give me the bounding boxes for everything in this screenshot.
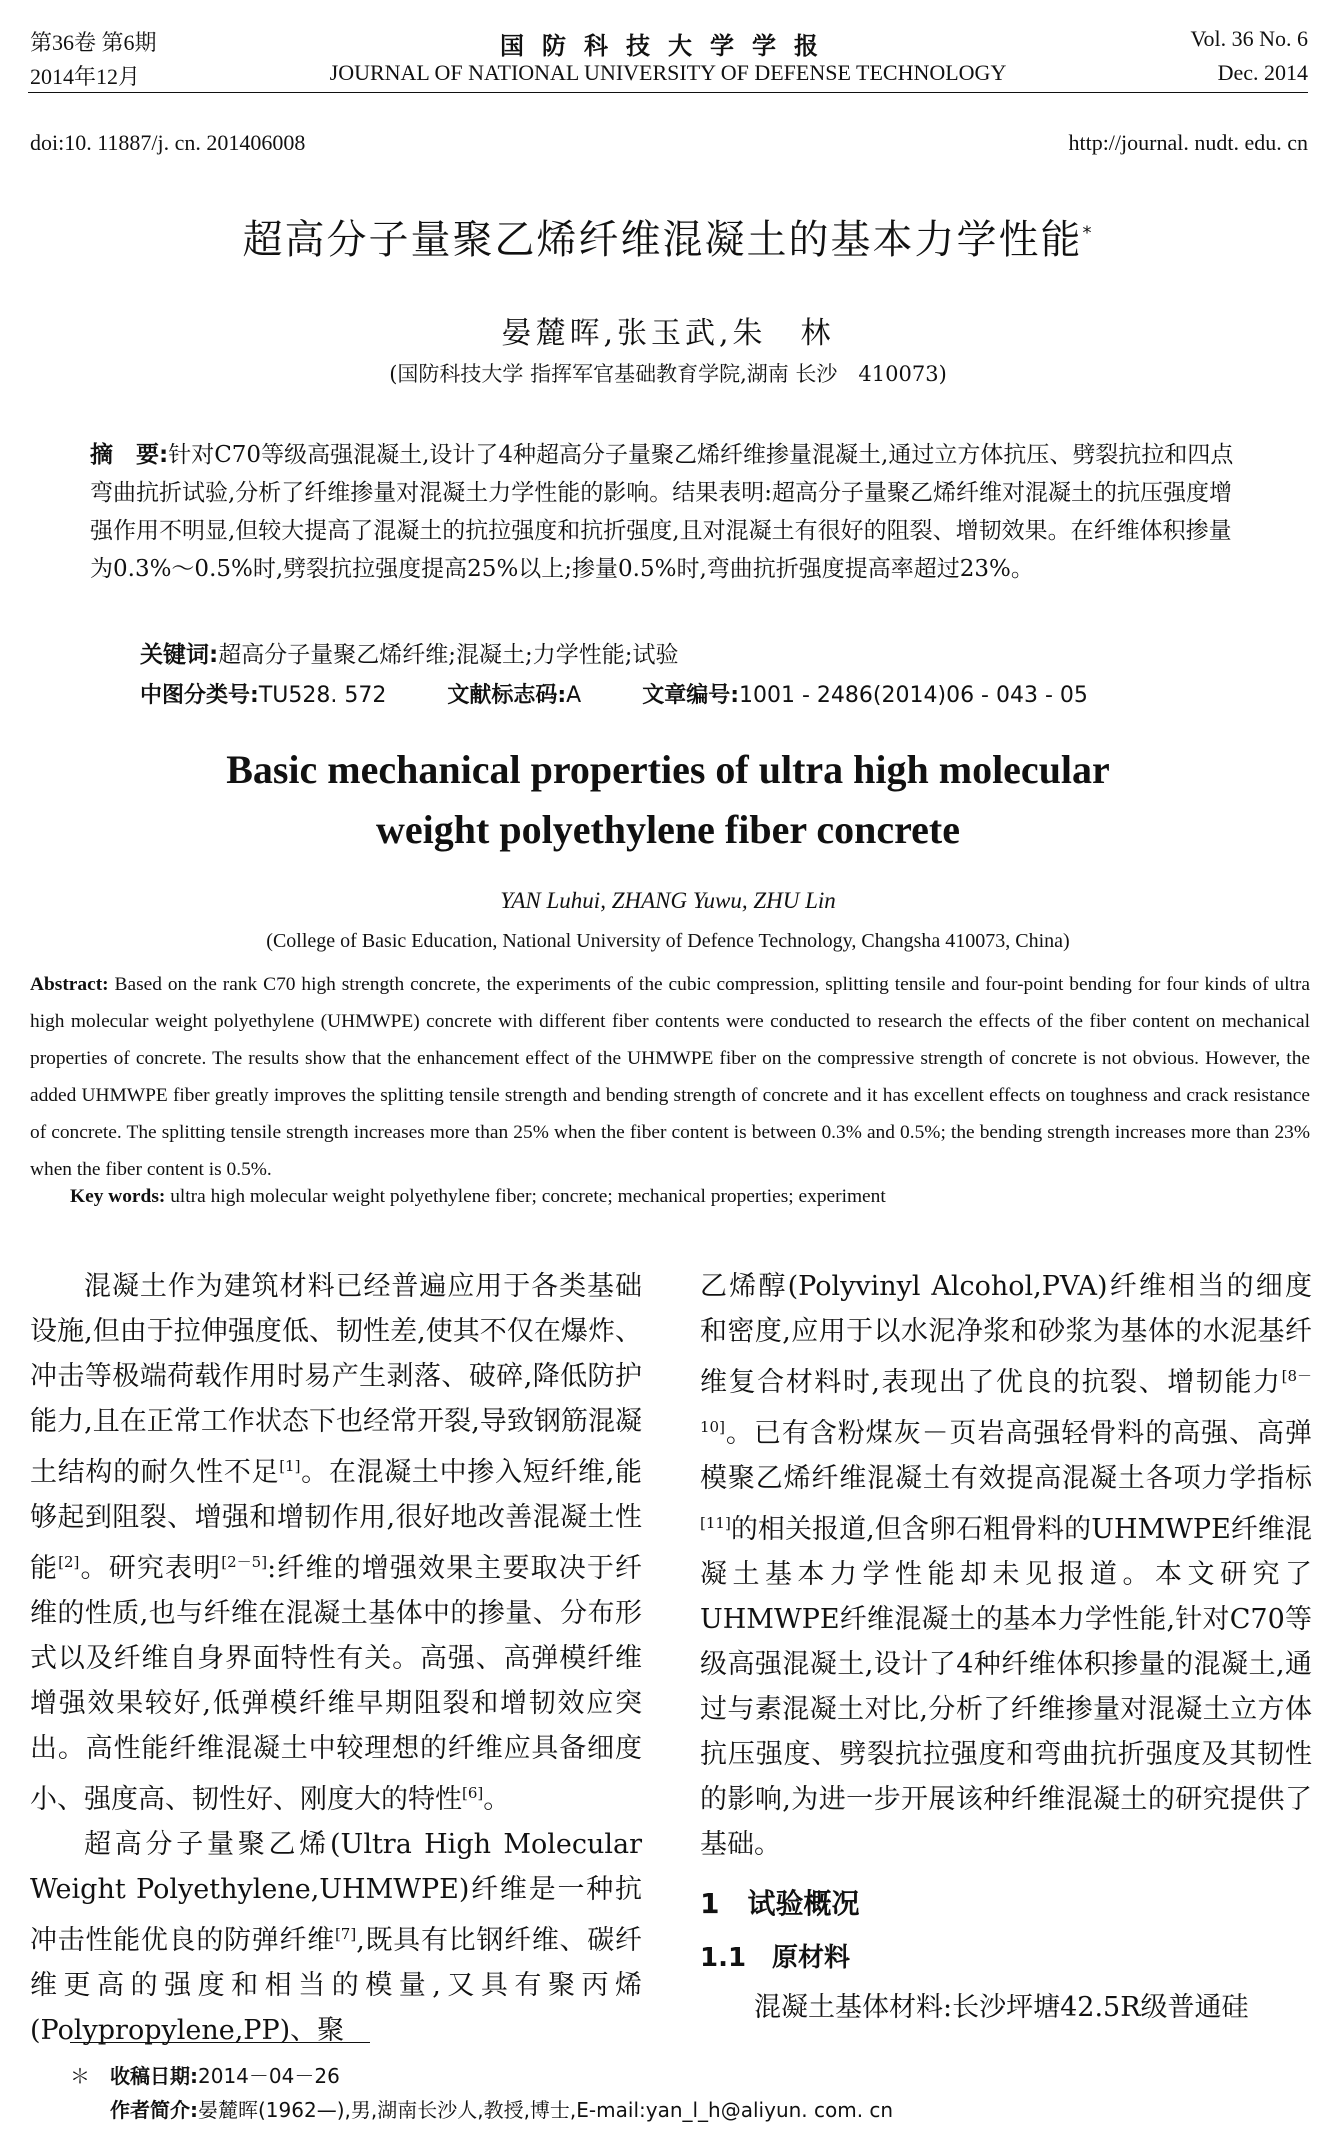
date-en: Dec. 2014	[1217, 60, 1308, 85]
article-no-label: 文章编号:	[642, 683, 740, 708]
journal-name-en: JOURNAL OF NATIONAL UNIVERSITY OF DEFENSE TECHNOLOGY	[329, 60, 1007, 85]
header-rule	[28, 92, 1308, 93]
section-heading: 1 试验概况	[700, 1887, 860, 1920]
body-paragraph: 混凝土基体材料:长沙坪塘42.5R级普通硅	[754, 1992, 1249, 2023]
title-en-line1: Basic mechanical properties of ultra high molecular	[226, 747, 1110, 792]
keywords-en-text: ultra high molecular weight polyethylene fiber; concrete; mechanical properties; experiment	[170, 1186, 886, 1207]
citation-ref[interactable]: [11]	[700, 1514, 731, 1532]
citation-ref[interactable]: [7]	[334, 1925, 357, 1943]
abstract-en	[30, 966, 1310, 1188]
affiliation-cn: (国防科技大学 指挥军官基础教育学院,湖南 长沙 410073)	[389, 362, 947, 386]
text-run: 的相关报道,但含卵石粗骨料的UHMWPE纤维混凝土基本力学性能却未见报道。本文研究了UHMWPE纤维混凝土的基本力学性能,针对C70等级高强混凝土,设计了4种纤维体积掺量的混凝土,通过与素混凝土对比,分析了纤维掺量对混凝土立方体抗压强度、劈裂抗拉强度和弯曲抗折强度及其韧性的影响,为进一步开展该种纤维混凝土的研究提供了基础。	[700, 1514, 1312, 1860]
doi[interactable]: doi:10. 11887/j. cn. 201406008	[30, 130, 306, 155]
title-en	[0, 740, 1336, 860]
doc-code-value: A	[566, 683, 582, 708]
body-right-column	[700, 1264, 1312, 2030]
footnote-received	[70, 2060, 340, 2089]
body-paragraph	[30, 1264, 642, 1822]
article-no-value: 1001 - 2486(2014)06 - 043 - 05	[739, 683, 1088, 708]
footnote-rule	[70, 2042, 370, 2043]
keywords-cn	[140, 636, 678, 669]
affiliation-en: (College of Basic Education, National University of Defence Technology, Changsha 410073, China)	[266, 930, 1070, 952]
title-cn-text: 超高分子量聚乙烯纤维混凝土的基本力学性能	[242, 217, 1083, 263]
journal-url[interactable]: http://journal. nudt. edu. cn	[1068, 130, 1308, 155]
keywords-cn-label: 关键词:	[140, 642, 219, 668]
citation-ref[interactable]: [6]	[462, 1784, 484, 1802]
authors-en: YAN Luhui, ZHANG Yuwu, ZHU Lin	[500, 888, 836, 913]
text-run: ,既具有比钢纤维、碳纤维更高的强度和相当的模量,又具有聚丙烯(Polypropylene,PP)、聚	[30, 1925, 643, 2046]
keywords-cn-text: 超高分子量聚乙烯纤维;混凝土;力学性能;试验	[218, 642, 679, 668]
citation-ref[interactable]: [8－10]	[700, 1367, 1312, 1436]
text-run: 超高分子量聚乙烯(Ultra High Molecular Weight Polyethylene,UHMWPE)纤维是一种抗冲击性能优良的防弹纤维	[30, 1829, 642, 1956]
author-bio-value: 晏麓晖(1962—),男,湖南长沙人,教授,博士,E-mail:yan_l_h@aliyun. com. cn	[198, 2098, 894, 2122]
keywords-en-label: Key words:	[70, 1186, 166, 1207]
abstract-en-text: Based on the rank C70 high strength concrete, the experiments of the cubic compression, splitting tensile and four-point bending for four kinds of ultra high molecular weight polyethylene (UHMWPE) concrete with different fiber contents were conducted to research the effects of the fiber content on mechanical properties of concrete. The results show that the enhancement effect of the UHMWPE fiber on the compressive strength of concrete is not obvious. However, the added UHMWPE fiber greatly improves the splitting tensile strength and bending strength of concrete and it has excellent effects on toughness and crack resistance of concrete. The splitting tensile strength increases more than 25% when the fiber content is between 0.3% and 0.5%; the bending strength increases more than 23% when the fiber content is 0.5%.	[30, 974, 1310, 1180]
title-footnote-mark: *	[1082, 222, 1094, 244]
text-run: 。已有含粉煤灰－页岩高强轻骨料的高强、高弹模聚乙烯纤维混凝土有效提高混凝土各项力学指标	[700, 1418, 1312, 1494]
clc-value: TU528. 572	[258, 683, 387, 708]
citation-ref[interactable]: [2－5]	[221, 1553, 268, 1571]
abstract-cn	[90, 436, 1250, 588]
received-value: 2014－04－26	[198, 2064, 340, 2088]
citation-ref[interactable]: [1]	[279, 1457, 301, 1475]
text-run: 。研究表明	[79, 1553, 222, 1584]
date-cn: 2014年12月	[30, 64, 141, 89]
footnote-author	[110, 2094, 893, 2123]
subsection-heading: 1.1 原材料	[700, 1943, 851, 1973]
keywords-en	[70, 1186, 886, 1208]
authors-cn: 晏麓晖,张玉武,朱 林	[501, 316, 835, 351]
citation-ref[interactable]: [2]	[58, 1553, 80, 1571]
author-bio-label: 作者简介:	[110, 2098, 198, 2122]
text-run: :纤维的增强效果主要取决于纤维的性质,也与纤维在混凝土基体中的掺量、分布形式以及纤维自身界面特性有关。高强、高弹模纤维增强效果较好,低弹模纤维早期阻裂和增韧效应突出。高性能纤维混凝土中较理想的纤维应具备细度小、强度高、韧性好、刚度大的特性	[30, 1553, 643, 1815]
footnote-mark: ＊	[70, 2064, 90, 2088]
body-paragraph	[700, 1264, 1312, 1867]
text-run: 乙烯醇(Polyvinyl Alcohol,PVA)纤维相当的细度和密度,应用于以水泥净浆和砂浆为基体的水泥基纤维复合材料时,表现出了优良的抗裂、增韧能力	[700, 1271, 1312, 1398]
body-paragraph	[30, 1822, 642, 2053]
volume-issue-cn: 第36卷 第6期	[30, 30, 157, 55]
received-label: 收稿日期:	[110, 2064, 198, 2088]
clc-label: 中图分类号:	[140, 683, 259, 708]
abstract-cn-label: 摘 要:	[90, 442, 169, 468]
text-run: 。在混凝土中掺入短纤维,能够起到阻裂、增强和增韧作用,很好地改善混凝土性能	[30, 1457, 642, 1584]
abstract-en-label: Abstract:	[30, 974, 109, 995]
title-cn	[0, 208, 1336, 265]
title-en-line2: weight polyethylene fiber concrete	[376, 807, 960, 852]
volume-issue-en: Vol. 36 No. 6	[1190, 26, 1308, 51]
text-run: 混凝土作为建筑材料已经普遍应用于各类基础设施,但由于拉伸强度低、韧性差,使其不仅在爆炸、冲击等极端荷载作用时易产生剥落、破碎,降低防护能力,且在正常工作状态下也经常开裂,导致钢筋混凝土结构的耐久性不足	[30, 1271, 642, 1488]
body-left-column	[30, 1264, 642, 2053]
journal-name-cn: 国防科技大学学报	[500, 31, 836, 60]
doc-code-label: 文献标志码:	[447, 683, 567, 708]
text-run: 。	[483, 1784, 511, 1815]
abstract-cn-text: 针对C70等级高强混凝土,设计了4种超高分子量聚乙烯纤维掺量混凝土,通过立方体抗压、劈裂抗拉和四点弯曲抗折试验,分析了纤维掺量对混凝土力学性能的影响。结果表明:超高分子量聚乙烯纤维对混凝土的抗压强度增强作用不明显,但较大提高了混凝土的抗拉强度和抗折强度,且对混凝土有很好的阻裂、增韧效果。在纤维体积掺量为0.3%～0.5%时,劈裂抗拉强度提高25%以上;掺量0.5%时,弯曲抗折强度提高率超过23%。	[90, 442, 1234, 582]
classification-line	[140, 678, 1088, 709]
